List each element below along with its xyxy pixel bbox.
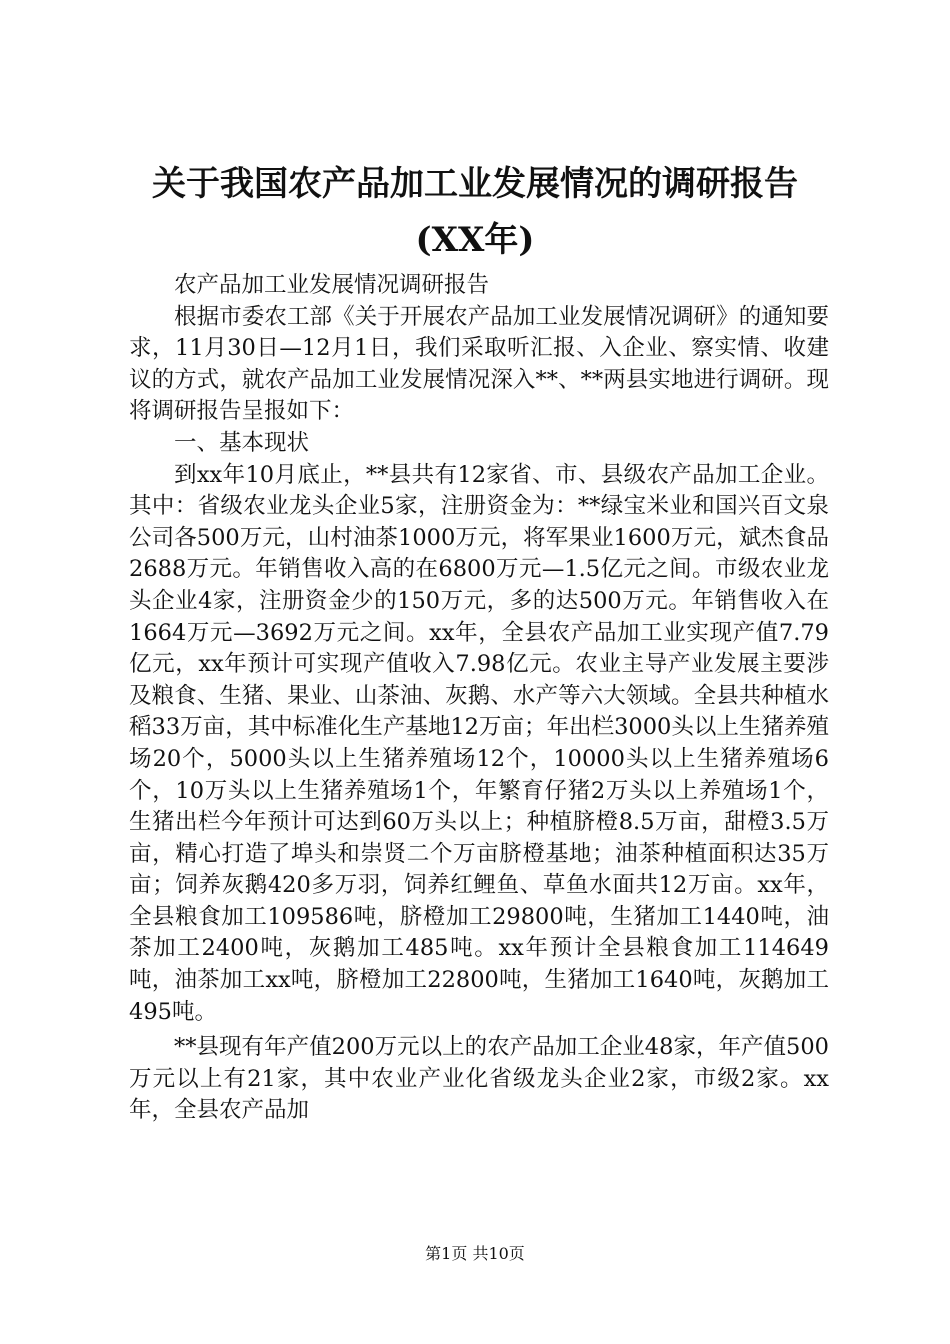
paragraph-intro: 根据市委农工部《关于开展农产品加工业发展情况调研》的通知要求，11月30日—12月1日，我们采取听汇报、入企业、察实情、收建议的方式，就农产品加工业发展情况深入**、**两县实地进行调研。现将调研报告呈报如下： <box>129 303 829 425</box>
document-title: 关于我国农产品加工业发展情况的调研报告 <box>152 164 798 204</box>
paragraph-county: **县现有年产值200万元以上的农产品加工企业48家，年产值500万元以上有21家，其中农业产业化省级龙头企业2家，市级2家。xx年，全县农产品加 <box>129 1034 829 1124</box>
document-title-year: (XX年) <box>415 220 535 260</box>
paragraph-heading: 农产品加工业发展情况调研报告 <box>174 272 490 298</box>
page-footer: 第1页 共10页 <box>425 1244 525 1263</box>
document-body <box>129 270 829 1127</box>
section-heading: 一、基本现状 <box>174 429 310 456</box>
paragraph-status: 到xx年10月底止，**县共有12家省、市、县级农产品加工企业。其中：省级农业龙头企业5家，注册资金为：**绿宝米业和国兴百文泉公司各500万元，山村油茶1000万元，将军果业1600万元，斌杰食品2688万元。年销售收入高的在6800万元—1.5亿元之间。市级农业龙头企业4家，注册资金少的150万元，多的达500万元。年销售收入在1664万元—3692万元之间。xx年，全县农产品加工业实现产值7.79亿元，xx年预计可实现产值收入7.98亿元。农业主导产业发展主要涉及粮食、生猪、果业、山茶油、灰鹅、水产等六大领域。全县共种植水稻33万亩，其中标准化生产基地12万亩；年出栏3000头以上生猪养殖场20个，5000头以上生猪养殖场12个，10000头以上生猪养殖场6个，10万头以上生猪养殖场1个，年繁育仔猪2万头以上养殖场1个，生猪出栏今年预计可达到60万头以上；种植脐橙8.5万亩，甜橙3.5万亩，精心打造了埠头和崇贤二个万亩脐橙基地；油茶种植面积达35万亩；饲养灰鹅420多万羽，饲养红鲤鱼、草鱼水面共12万亩。xx年，全县粮食加工109586吨，脐橙加工29800吨，生猪加工1440吨，油茶加工2400吨，灰鹅加工485吨。xx年预计全县粮食加工114649吨，油茶加工xx吨，脐橙加工22800吨，生猪加工1640吨，灰鹅加工495吨。 <box>129 461 829 1025</box>
